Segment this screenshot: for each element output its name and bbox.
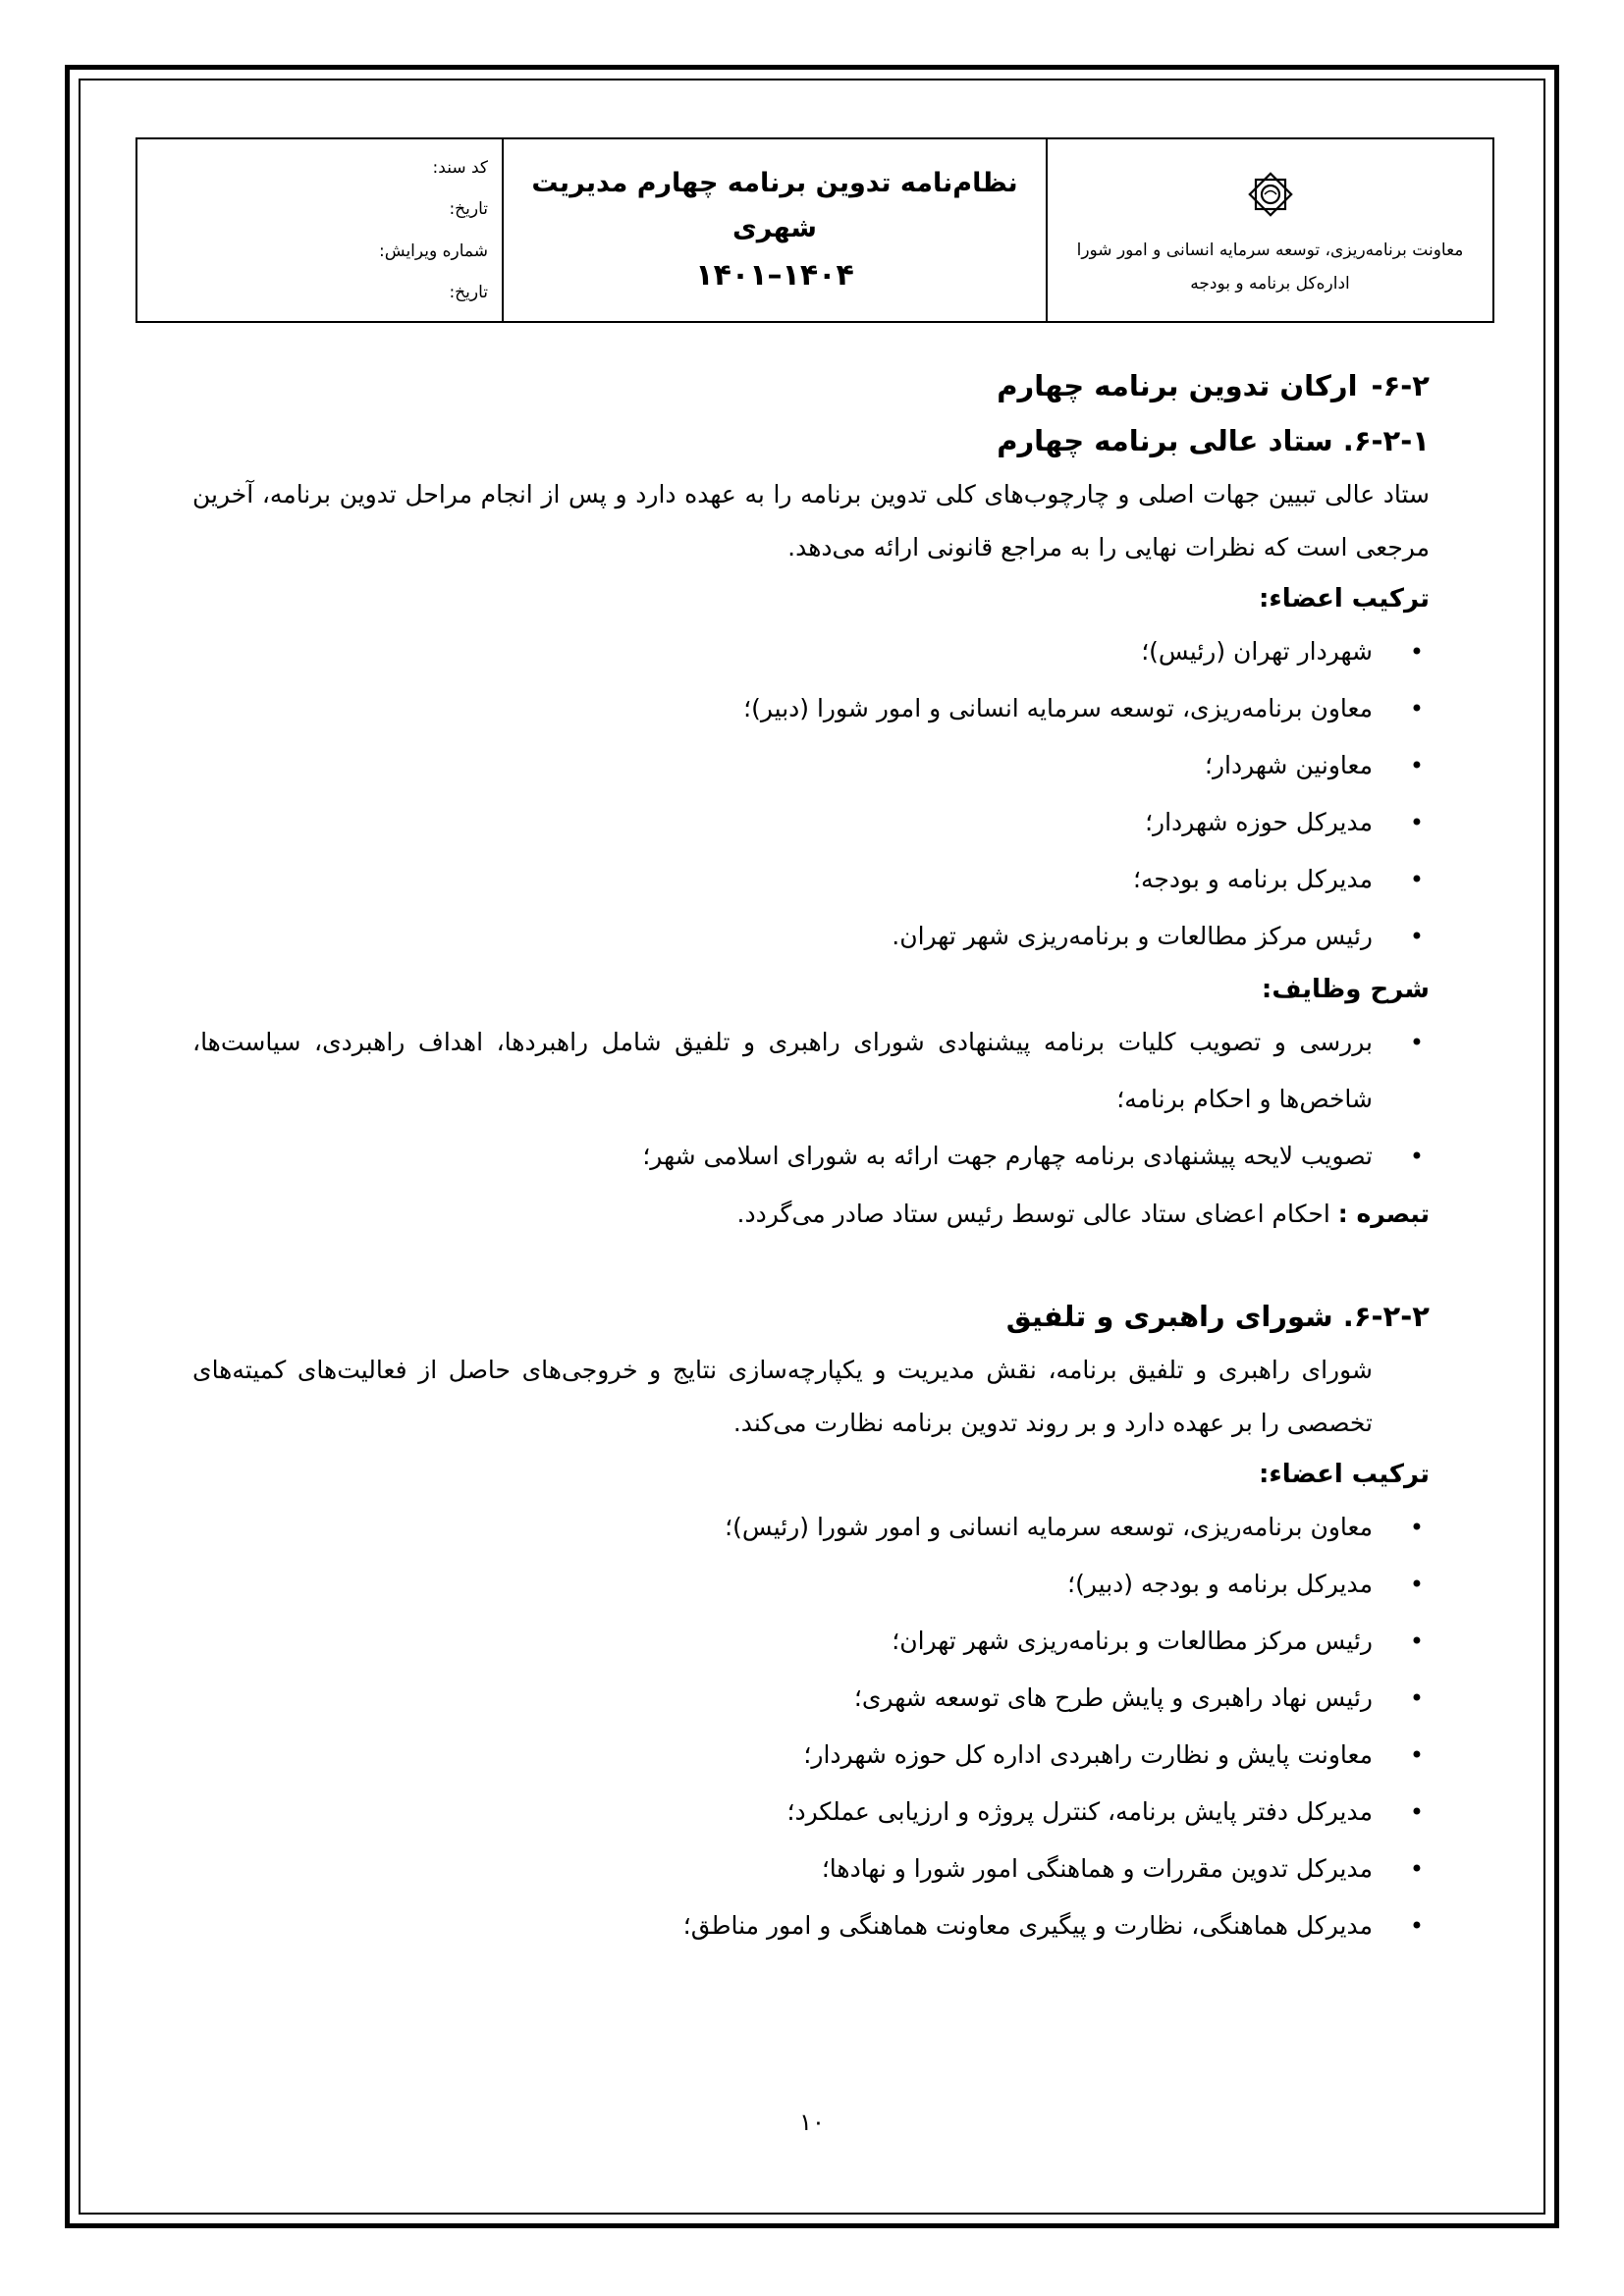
subsection-1-intro: ستاد عالی تبیین جهات اصلی و چارچوب‌های کلی تدوین برنامه را به عهده دارد و پس از انجام مراحل تدوین برنامه، آخرین مرجعی است که نظرات نهایی را به مراجع قانونی ارائه می‌دهد.	[192, 480, 1430, 561]
list-item: • مدیرکل دفتر پایش برنامه، کنترل پروژه و ارزیابی عملکرد؛	[192, 1784, 1430, 1841]
subsection-2-members-list	[192, 1499, 1430, 1954]
list-item: • مدیرکل حوزه شهردار؛	[192, 794, 1430, 851]
document-header	[135, 137, 1494, 323]
page-number: ۱۰	[799, 2109, 825, 2136]
list-item: • معاونین شهردار؛	[192, 737, 1430, 794]
header-title-cell	[502, 139, 1046, 321]
section-title: ارکان تدوین برنامه چهارم	[997, 369, 1358, 402]
note-label: تبصره :	[1337, 1200, 1430, 1228]
list-item: • رئیس نهاد راهبری و پایش طرح های توسعه شهری؛	[192, 1670, 1430, 1727]
subsection-1-members-label: ترکیب اعضاء:	[1259, 584, 1430, 614]
subsection-1-duties-label: شرح وظایف:	[1261, 975, 1430, 1004]
list-item: • مدیرکل برنامه و بودجه؛	[192, 851, 1430, 908]
bullet-icon: •	[1409, 1684, 1424, 1712]
subsection-1-heading: ۶-۲-۱. ستاد عالی برنامه چهارم	[997, 424, 1430, 457]
bullet-icon: •	[1409, 866, 1424, 893]
bullet-icon: •	[1409, 1514, 1424, 1541]
list-item: • معاون برنامه‌ریزی، توسعه سرمایه انسانی و امور شورا (دبیر)؛	[192, 680, 1430, 737]
section-number: ۶-۲-	[1371, 369, 1430, 402]
subsection-2-members-label: ترکیب اعضاء:	[1259, 1460, 1430, 1489]
bullet-icon: •	[1409, 752, 1424, 779]
list-item: • رئیس مرکز مطالعات و برنامه‌ریزی شهر تهران؛	[192, 1613, 1430, 1670]
bullet-icon: •	[1409, 1571, 1424, 1598]
department-name: اداره‌کل برنامه و بودجه	[1190, 273, 1350, 294]
list-item: • رئیس مرکز مطالعات و برنامه‌ریزی شهر تهران.	[192, 908, 1430, 965]
date-label: تاریخ:	[449, 199, 488, 220]
list-item: • بررسی و تصویب کلیات برنامه پیشنهادی شورای راهبری و تلفیق شامل راهبردها، اهداف راهبردی، سیاست‌ها، شاخص‌ها و احکام برنامه؛	[192, 1014, 1430, 1128]
bullet-icon: •	[1409, 1855, 1424, 1883]
header-organization-cell	[1046, 139, 1492, 321]
list-item: • معاونت پایش و نظارت راهبردی اداره کل حوزه شهردار؛	[192, 1727, 1430, 1784]
subsection-1-members-list	[192, 623, 1430, 965]
document-title: نظام‌نامه تدوین برنامه چهارم مدیریت شهری	[531, 167, 1018, 243]
revision-date-label: تاریخ:	[449, 282, 488, 302]
document-years: ۱۴۰۱–۱۴۰۴	[695, 257, 854, 293]
list-item: • معاون برنامه‌ریزی، توسعه سرمایه انسانی و امور شورا (رئیس)؛	[192, 1499, 1430, 1556]
bullet-icon: •	[1409, 1798, 1424, 1826]
list-item: • تصویب لایحه پیشنهادی برنامه چهارم جهت ارائه به شورای اسلامی شهر؛	[192, 1128, 1430, 1185]
bullet-icon: •	[1409, 809, 1424, 836]
list-item: • شهردار تهران (رئیس)؛	[192, 623, 1430, 680]
bullet-icon: •	[1409, 695, 1424, 722]
bullet-icon: •	[1409, 1029, 1424, 1056]
bullet-icon: •	[1409, 1628, 1424, 1655]
bullet-icon: •	[1409, 638, 1424, 666]
doc-code-label: کد سند:	[432, 158, 488, 179]
subsection-1-note	[192, 1185, 1430, 1244]
bullet-icon: •	[1409, 1912, 1424, 1940]
bullet-icon: •	[1409, 1741, 1424, 1769]
note-text: احکام اعضای ستاد عالی توسط رئیس ستاد صادر می‌گردد.	[736, 1200, 1330, 1228]
organization-name: معاونت برنامه‌ریزی، توسعه سرمایه انسانی و امور شورا	[1076, 240, 1464, 260]
revision-number-label: شماره ویرایش:	[379, 240, 488, 261]
subsection-2-intro: شورای راهبری و تلفیق برنامه، نقش مدیریت و یکپارچه‌سازی نتایج و خروجی‌های حاصل از فعالیت‌های کمیته‌های تخصصی را بر عهده دارد و بر روند تدوین برنامه نظارت می‌کند.	[192, 1356, 1373, 1437]
header-meta-cell	[137, 139, 502, 321]
bullet-icon: •	[1409, 923, 1424, 950]
list-item: • مدیرکل تدوین مقررات و هماهنگی امور شورا و نهادها؛	[192, 1841, 1430, 1897]
list-item: • مدیرکل هماهنگی، نظارت و پیگیری معاونت هماهنگی و امور مناطق؛	[192, 1897, 1430, 1954]
subsection-2-heading: ۶-۲-۲. شورای راهبری و تلفیق	[1005, 1300, 1430, 1333]
section-heading	[192, 358, 1430, 413]
tehran-municipality-logo-icon	[1241, 165, 1300, 224]
list-item: • مدیرکل برنامه و بودجه (دبیر)؛	[192, 1556, 1430, 1613]
document-body	[192, 358, 1430, 1954]
subsection-1-duties-list	[192, 1014, 1430, 1185]
bullet-icon: •	[1409, 1143, 1424, 1170]
